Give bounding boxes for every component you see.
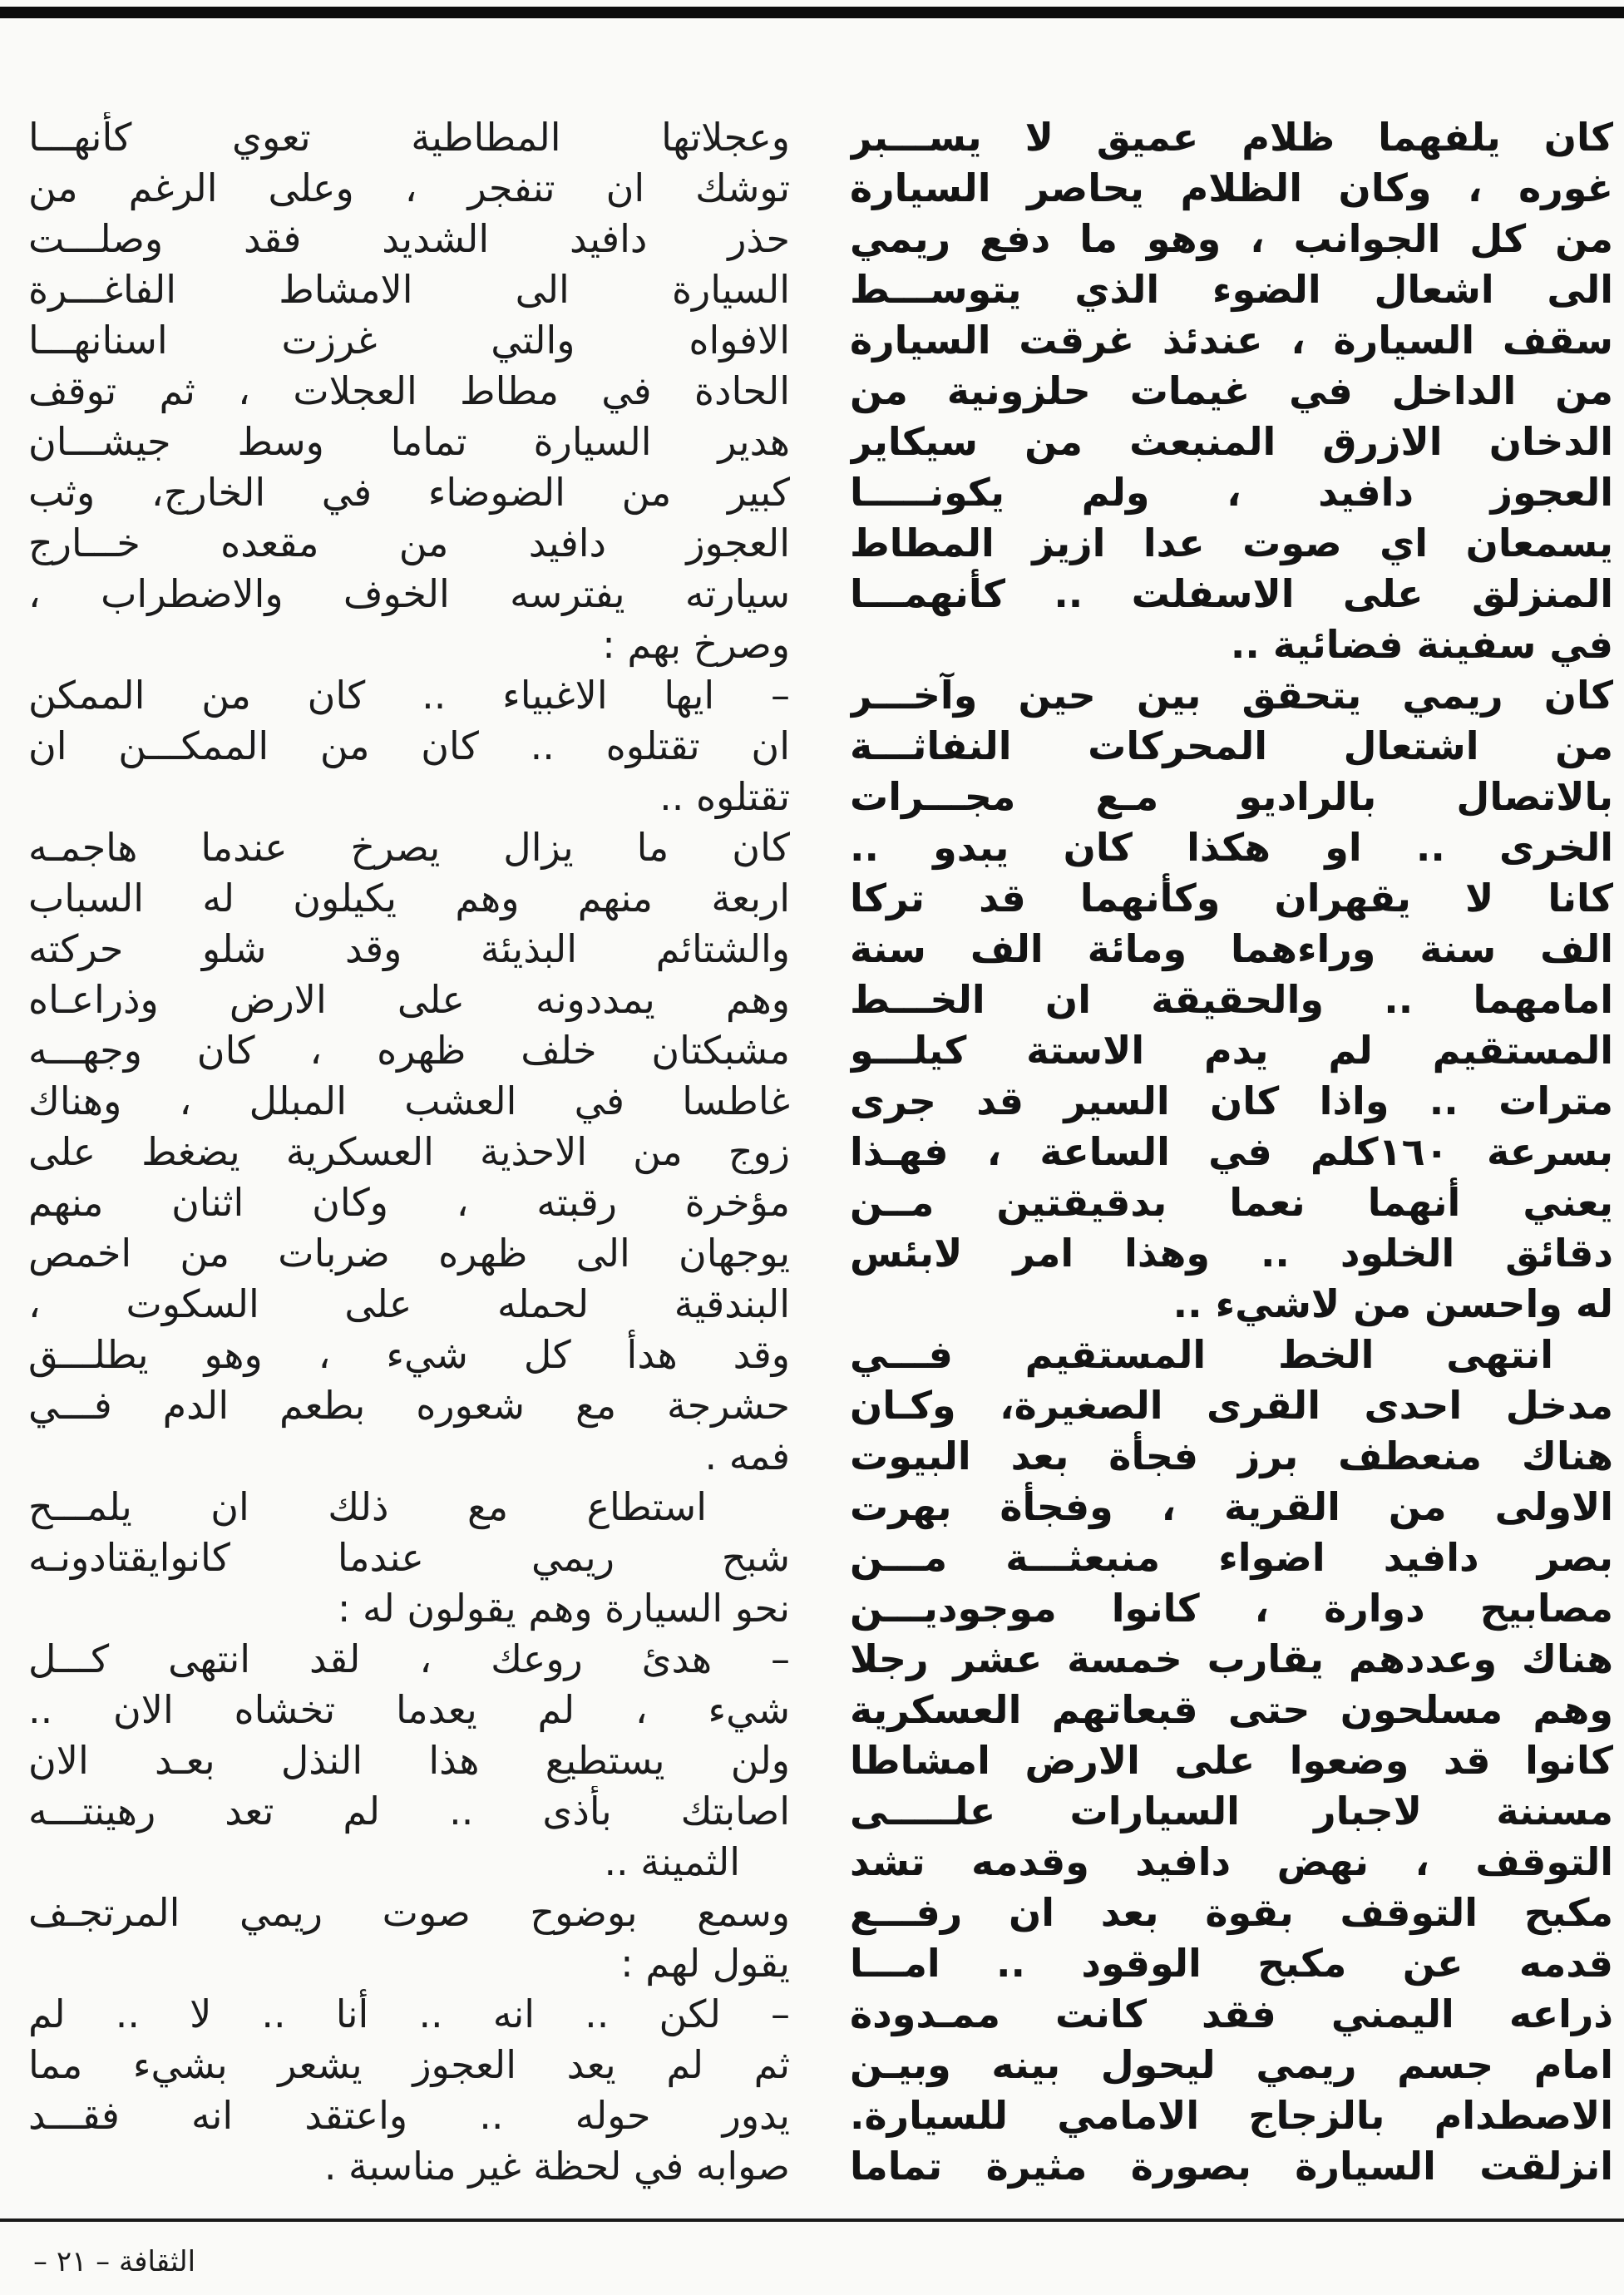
text-line: وهم يمددونه على الارض وذراعـاه <box>28 977 790 1022</box>
text-line: الف سنة وراءهما ومائة الف سنة <box>850 926 1613 971</box>
text-line: حشرجة مع شعوره بطعم الدم فـــي <box>28 1383 790 1428</box>
text-line: وعجلاتها المطاطية تعوي كأنهـــا <box>28 115 790 160</box>
text-line: ذراعه اليمني فقد كانت ممـدودة <box>850 1991 1613 2036</box>
text-line: – ايها الاغبياء .. كان من الممكن <box>28 673 790 718</box>
text-line: – لكن .. انه .. أنا .. لا .. لم <box>28 1991 790 2036</box>
text-line: دقائق الخلود .. وهذا امر لابئس <box>850 1231 1613 1276</box>
text-line: امامهما .. والحقيقة ان الخـــط <box>850 977 1613 1022</box>
text-line: هناك وعددهم يقارب خمسة عشر رجلا <box>850 1636 1613 1681</box>
text-line: الحادة في مطاط العجلات ، ثم توقف <box>28 368 790 413</box>
text-line: يدور حوله .. واعتقد انه فقـــد <box>28 2093 790 2138</box>
text-line: مصابيح دوارة ، كانوا موجوديـــن <box>850 1586 1613 1631</box>
text-line: كان ريمي يتحقق بين حين وآخـــر <box>850 673 1613 718</box>
text-line: سيارته يفترسه الخوف والاضطراب ، <box>28 571 790 616</box>
text-line: العجوز دافيد من مقعده خـــارج <box>28 521 790 565</box>
text-line: – هدئ روعك ، لقد انتهى كـــل <box>28 1636 790 1681</box>
text-line: من اشتعال المحركات النفاثـــة <box>850 723 1613 768</box>
text-line: العجوز دافيد ، ولم يكونـــــا <box>850 470 1613 515</box>
text-line: توشك ان تنفجر ، وعلى الرغم من <box>28 165 790 210</box>
text-line: الاصطدام بالزجاج الامامي للسيارة. <box>850 2093 1613 2138</box>
text-line: انتهى الخط المستقيم فـــي <box>850 1332 1553 1377</box>
text-line: له واحسن من لاشيء .. <box>1172 1281 1613 1326</box>
text-line: يسمعان اي صوت عدا ازيز المطاط <box>850 521 1613 565</box>
text-line: الافواه والتي غرزت اسنانهـــا <box>28 318 790 363</box>
text-line: بصر دافيد اضواء منبعثـــة مـــن <box>850 1535 1613 1580</box>
text-line: غاطسا في العشب المبلل ، وهناك <box>28 1078 790 1123</box>
text-line: المنزلق على الاسفلت .. كأنهمـــا <box>850 571 1613 616</box>
text-line: مشبكتان خلف ظهره ، كان وجهـــه <box>28 1028 790 1073</box>
bottom-rule <box>0 2218 1624 2222</box>
text-line: يعني أنهما نعما بدقيقتين مــن <box>850 1180 1613 1225</box>
text-line: ولن يستطيع هذا النذل بعـد الان <box>28 1738 790 1783</box>
text-line: فمه . <box>704 1434 790 1478</box>
text-line: صوابه في لحظة غير مناسبة . <box>323 2144 790 2189</box>
text-line: يوجهان الى ظهره ضربات من اخمص <box>28 1231 790 1276</box>
text-line: من الداخل في غيمات حلزونية من <box>850 368 1613 413</box>
text-line: اربعة منهم وهم يكيلون له السباب <box>28 876 790 920</box>
text-line: مسننة لاجبار السيارات علـــــى <box>850 1789 1613 1834</box>
text-line: وهم مسلحون حتى قبعاتهم العسكرية <box>850 1687 1613 1732</box>
text-line: كان ما يزال يصرخ عندما هاجمـه <box>28 825 790 870</box>
text-line: بسرعة ١٦٠كلم في الساعة ، فهـذا <box>850 1129 1613 1174</box>
text-line: نحو السيارة وهم يقولون له : <box>337 1586 790 1631</box>
text-line: ان تقتلوه .. كان من الممكـــن ان <box>28 723 790 768</box>
text-line: وصرخ بهم : <box>602 622 790 667</box>
text-line: ثم لم يعد العجوز يشعر بشيء مما <box>28 2042 790 2087</box>
text-line: الخرى .. او هكذا كان يبدو .. <box>850 825 1613 870</box>
text-line: بالاتصال بالراديو مـع مجـــرات <box>850 774 1613 819</box>
left-column <box>28 112 790 2192</box>
text-line: كبير من الضوضاء في الخارج، وثب <box>28 470 790 515</box>
text-line: كانا لا يقهران وكأنهما قد تركا <box>850 876 1613 920</box>
text-line: قدمه عن مكبح الوقود .. امـــا <box>850 1941 1613 1986</box>
text-line: يقول لهم : <box>620 1941 790 1986</box>
text-line: السيارة الى الامشاط الفاغـــرة <box>28 267 790 312</box>
text-line: شبح ريمي عندما كانوايقتادونـه <box>28 1535 790 1580</box>
text-line: مدخل احدى القرى الصغيرة، وكـان <box>850 1383 1613 1428</box>
text-line: المستقيم لم يدم الاستة كيلـــو <box>850 1028 1613 1073</box>
text-line: شيء ، لم يعدما تخشاه الان .. <box>28 1687 790 1732</box>
text-line: كانوا قد وضعوا على الارض امشاطا <box>850 1738 1613 1783</box>
text-line: هدير السيارة تماما وسط جيشـــان <box>28 419 790 464</box>
text-line: الاولى من القرية ، وفجأة بهرت <box>850 1484 1613 1529</box>
text-line: امام جسم ريمي ليحول بينه وبيـن <box>850 2042 1613 2087</box>
text-line: تقتلوه .. <box>659 774 790 819</box>
text-line: في سفينة فضائية .. <box>1230 622 1613 667</box>
text-line: كان يلفهما ظلام عميق لا يســـبر <box>850 115 1613 160</box>
text-line: غوره ، وكان الظلام يحاصر السيارة <box>850 165 1613 210</box>
text-line: زوج من الاحذية العسكرية يضغط على <box>28 1129 790 1174</box>
text-line: استطاع مع ذلك ان يلمـــح <box>28 1484 707 1529</box>
text-line: حذر دافيد الشديد فقد وصلـــت <box>28 216 790 261</box>
text-line: مترات .. واذا كان السير قد جرى <box>850 1078 1613 1123</box>
text-line: والشتائم البذيئة وقد شلو حركته <box>28 926 790 971</box>
text-line: انزلقت السيارة بصورة مثيرة تماما <box>850 2144 1613 2189</box>
top-rule <box>0 7 1624 18</box>
text-line: البندقية لحمله على السكوت ، <box>28 1281 790 1326</box>
text-line: الى اشعال الضوء الذي يتوســـط <box>850 267 1613 312</box>
text-line: التوقف ، نهض دافيد وقدمه تشد <box>850 1839 1613 1884</box>
text-line: سقف السيارة ، عندئذ غرقت السيارة <box>850 318 1613 363</box>
text-line: الثمينة .. <box>604 1839 740 1884</box>
text-line: اصابتك بأذى .. لم تعد رهينتـــه <box>28 1789 790 1834</box>
page-footer: الثقافة – ٢١ – <box>33 2245 196 2278</box>
text-line: مكبح التوقف بقوة بعد ان رفـــع <box>850 1890 1613 1935</box>
right-column <box>850 112 1613 2192</box>
text-line: من كل الجوانب ، وهو ما دفع ريمي <box>850 216 1613 261</box>
text-line: الدخان الازرق المنبعث من سيكاير <box>850 419 1613 464</box>
text-line: وسمع بوضوح صوت ريمي المرتجـف <box>28 1890 790 1935</box>
text-line: هناك منعطف برز فجأة بعد البيوت <box>850 1434 1613 1478</box>
text-line: وقد هدأ كل شيء ، وهو يطلـــق <box>28 1332 790 1377</box>
text-line: مؤخرة رقبته ، وكان اثنان منهم <box>28 1180 790 1225</box>
